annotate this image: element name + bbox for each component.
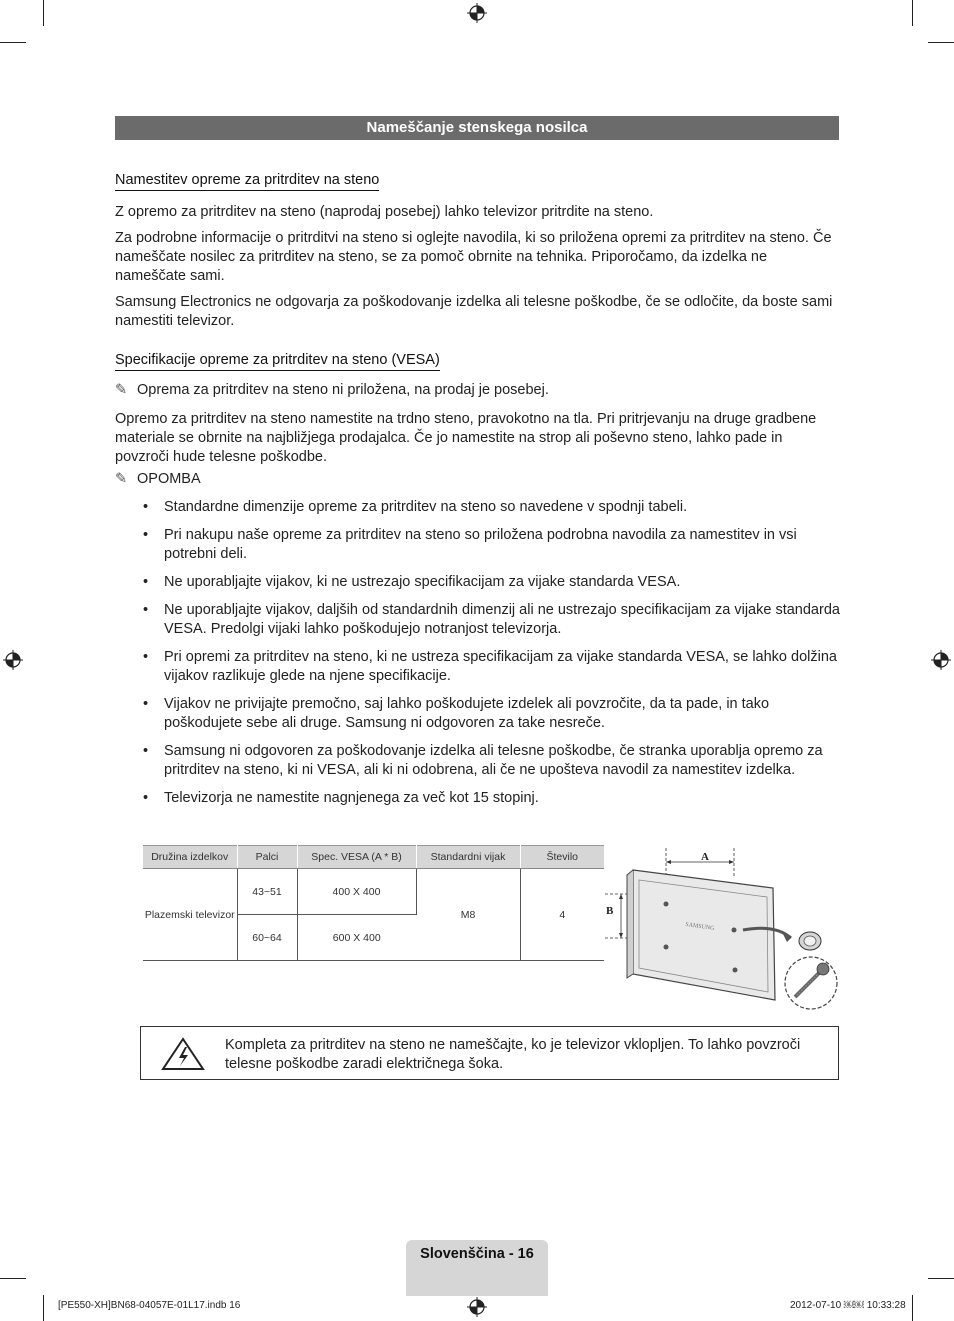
crop-mark [43, 0, 44, 26]
table-header-cell: Palci [237, 846, 297, 869]
registration-mark-icon [467, 3, 487, 23]
list-item: • Samsung ni odgovoren za poškodovanje izdelka ali telesne poškodbe, če stranka uporablja opremo za pritrditev na steno, ki ni VESA, ali ki ni odobrena, ali če ne upošteva navodil za namestitev izdelka. [140, 742, 840, 780]
mount-hole [664, 902, 669, 907]
footer-timestamp: 2012-07-10 ￼￼ 10:33:28 [790, 1300, 906, 1311]
pencil-note-icon: ✎ [115, 471, 128, 487]
list-item: • Standardne dimenzije opreme za pritrditev na steno so navedene v spodnji tabeli. [140, 498, 840, 517]
tv-brand-label: SAMSUNG [684, 921, 715, 932]
note-heading [115, 470, 839, 489]
crop-mark [912, 0, 913, 26]
warning-text: Kompleta za pritrditev na steno ne nameščajte, ko je televizor vklopljen. To lahko povzroči telesne poškodbe zaradi električnega šoka. [225, 1037, 801, 1072]
mount-hole [732, 928, 737, 933]
list-item: • Ne uporabljajte vijakov, daljših od standardnih dimenzij ali ne ustrezajo specifikacijam za vijake standarda VESA. Predolgi vijaki lahko poškodujejo notranjost televizorja. [140, 601, 840, 639]
table-row [143, 869, 604, 915]
list-item: • Pri opremi za pritrditev na steno, ki ne ustreza specifikacijam za vijake standarda VESA, se lahko dolžina vijakov razlikuje glede na njene specifikacije. [140, 648, 840, 686]
table-cell-vesa: 400 X 400 [297, 869, 416, 915]
crop-mark [0, 1278, 26, 1279]
note-text: Oprema za pritrditev na steno ni priložena, na prodaj je posebej. [137, 382, 549, 398]
tv-back-panel [633, 870, 775, 1000]
vesa-spec-table [143, 845, 604, 961]
mount-hole [664, 945, 669, 950]
table-cell-vesa: 600 X 400 [297, 915, 416, 961]
footer-filename: [PE550-XH]BN68-04057E-01L17.indb 16 [58, 1300, 241, 1311]
page-label: Slovenščina - 16 [420, 1246, 534, 1262]
table-cell-count: 4 [520, 869, 604, 961]
registration-mark-icon [3, 650, 23, 670]
tv-back-diagram [605, 842, 845, 1014]
table-cell-inches: 43~51 [237, 869, 297, 915]
hole-cap-icon [799, 932, 821, 950]
list-item: • Pri nakupu naše opreme za pritrditev na steno so priložena podrobna navodila za namestitev in vsi potrebni deli. [140, 526, 840, 564]
section-title: Nameščanje stenskega nosilca [115, 116, 839, 140]
table-header-row [143, 846, 604, 869]
paragraph: Opremo za pritrditev na steno namestite na trdno steno, pravokotno na tla. Pri pritrjevanju na druge gradbene materiale se obrnite na najbližjega prodajalca. Če jo namestite na strop ali poševno steno, lahko pade in povzroči hude telesne poškodbe. [115, 411, 817, 465]
mount-hole [733, 968, 738, 973]
warning-box [140, 1026, 839, 1080]
bullet-list [140, 498, 840, 817]
table-header-cell: Število [520, 846, 604, 869]
note-label: OPOMBA [137, 471, 201, 487]
list-item: • Vijakov ne privijajte premočno, saj lahko poškodujete izdelek ali povzročite, da ta pade, in tako poškodujete sebe ali druge. Samsung ni odgovoren za take nesreče. [140, 695, 840, 733]
paragraph: Za podrobne informacije o pritrditvi na steno si oglejte navodila, ki so priložena opremi za pritrditev na steno. Če nameščate nosilec za pritrditev na steno, se za pomoč obrnite na tehnika. Priporočamo, da izdelka ne nameščate sami. [115, 230, 832, 284]
crop-mark [0, 42, 26, 43]
pencil-note-icon: ✎ [115, 382, 128, 398]
electric-shock-warning-icon [161, 1037, 205, 1071]
table-header-cell: Družina izdelkov [143, 846, 237, 869]
crop-mark [928, 42, 954, 43]
list-item: • Televizorja ne namestite nagnjenega za več kot 15 stopinj. [140, 789, 840, 808]
dimension-b-label: B [606, 905, 614, 917]
crop-mark [43, 1295, 44, 1321]
table-cell-inches: 60~64 [237, 915, 297, 961]
subheading-vesa-specs: Specifikacije opreme za pritrditev na steno (VESA) [115, 352, 440, 371]
paragraph: Z opremo za pritrditev na steno (naprodaj posebej) lahko televizor pritrdite na steno. [115, 204, 654, 220]
table-cell-family: Plazemski televizor [143, 869, 237, 961]
crop-mark [912, 1295, 913, 1321]
note-not-included [115, 381, 839, 400]
table-cell-screw: M8 [416, 869, 520, 961]
dimension-a-label: A [701, 851, 709, 863]
list-item: • Ne uporabljajte vijakov, ki ne ustrezajo specifikacijam za vijake standarda VESA. [140, 573, 840, 592]
registration-mark-icon [931, 650, 951, 670]
table-header-cell: Standardni vijak [416, 846, 520, 869]
registration-mark-icon [467, 1297, 487, 1317]
subheading-wall-mount: Namestitev opreme za pritrditev na steno [115, 172, 379, 191]
paragraph: Samsung Electronics ne odgovarja za poškodovanje izdelka ali telesne poškodbe, če se odločite, da boste sami namestiti televizor. [115, 294, 833, 329]
crop-mark [928, 1278, 954, 1279]
screw-detail-icon [785, 957, 837, 1009]
page-number-tab [406, 1240, 548, 1296]
table-header-cell: Spec. VESA (A * B) [297, 846, 416, 869]
